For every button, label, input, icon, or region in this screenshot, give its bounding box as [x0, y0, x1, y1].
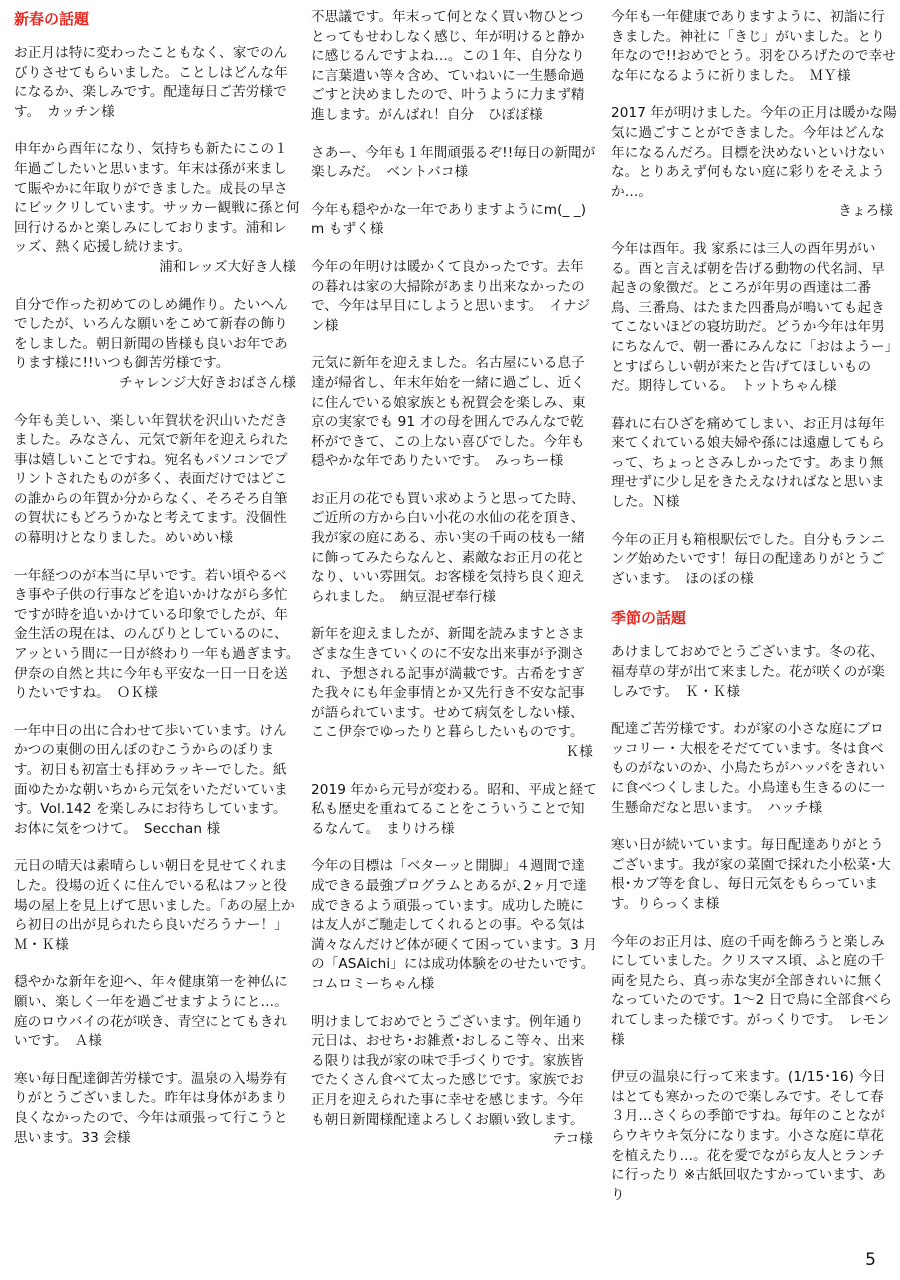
reader-post: [14, 857, 300, 955]
reader-post: [611, 531, 897, 590]
reader-post: [311, 490, 597, 608]
post-body: お正月は特に変わったこともなく、家でのんびりさせてもらいました。ことしはどんな年になるか、楽しみです。配達毎日ご苦労様です。 カッチン様: [14, 45, 288, 120]
post-body: お正月の花でも買い求めようと思ってた時、ご近所の方から白い小花の水仙の花を頂き、我が家の庭にある、赤い実の千両の枝も一緒に飾ってみたらなんと、素敵なお正月の花となり、いい雰囲気。お客様を気持ち良く迎えられました。 納豆混ぜ奉行様: [311, 490, 585, 605]
post-body: 不思議です。年末って何となく買い物ひとつとってもせわしなく感じ、年が明けると静かに感じるんですよね…。この１年、自分なりに言葉遣い等々含め、ていねいに一生懸命過ごすと決めましたので、叶うように力まず精進します。がんばれ！自分 ひぽぽ様: [311, 9, 585, 123]
post-body: 暮れに右ひざを痛めてしまい、お正月は毎年来てくれている娘夫婦や孫には遠慮してもらって、ちょっとさみしかったです。あまり無理せずに少し足をきたえなければなと思いました。Ｎ様: [611, 415, 885, 511]
column-right: [611, 8, 897, 1223]
post-signature: Ｋ様: [565, 744, 593, 760]
post-body: 自分で作った初めてのしめ縄作り。たいへんでしたが、いろんな願いをこめて新春の飾りをしました。朝日新聞の皆様も良いお年であります様に!!いつも御苦労様です。: [14, 296, 288, 372]
reader-post: [611, 643, 897, 702]
post-signature: きょろ様: [838, 203, 893, 220]
reader-post: [311, 1013, 597, 1150]
reader-post: [311, 625, 597, 762]
post-signature: チャレンジ大好きおばさん様: [119, 374, 296, 391]
reader-post: [611, 240, 897, 397]
reader-post: [611, 933, 897, 1051]
post-body: 2017 年が明けました。今年の正月は暖かな陽気に過ごすことができました。今年はどんな年になるんだろ。目標を決めないといけないな。とりあえず何もない庭に彩りをそえようか…。: [611, 105, 897, 200]
post-body: さあー、今年も１年間頑張るぞ!!毎日の新聞が楽しみだ。 ベントバコ様: [311, 144, 596, 181]
reader-post: [14, 296, 300, 394]
reader-post: [311, 144, 597, 183]
post-body: 今年も穏やかな一年でありますようにm(_ _)m もずく様: [311, 201, 587, 238]
reader-post: [14, 973, 300, 1051]
reader-post: [14, 412, 300, 549]
post-body: 今年の目標は「ベターッと開脚」４週間で達成できる最強プログラムとあるが､2ヶ月で達成できるよう頑張っています。成功した暁には友人がご馳走してくれるとの事。やる気は満々なんだけど体が硬くて困っています。3 月の「ASAichi」には成功体験をのせたいです。 コムロミーちゃん様: [311, 858, 602, 992]
post-body: 明けましておめでとうございます。例年通り元日は、おせち･お雑煮･おしるこ等々、出来る限りは我が家の味で手づくりです。家族皆でたくさん食べて太った感じです。家族でお正月を迎えられた事に幸せを感じます。今年も朝日新聞様配達よろしくお願い致します。: [311, 1013, 585, 1128]
reader-post: [311, 857, 602, 994]
reader-post: [311, 354, 597, 472]
post-body: 伊豆の温泉に行って来ます。(1/15･16) 今日はとても寒かったので楽しみです。そして春３月…さくらの季節ですね。毎年のことながらウキウキ気分になります。小さな庭に草花を植えたり…。花を愛でながら友人とランチに行ったり ※古紙回収たすかっています、あり: [611, 1069, 887, 1203]
post-signature: テコ様: [552, 1131, 593, 1148]
section-heading-new-year: 新春の話題: [14, 10, 90, 28]
post-body: 寒い毎日配達御苦労様です。温泉の入場券有りがとうございました。昨年は身体があまり良くなかったので、今年は頑張って行こうと思います。33 会様: [14, 1070, 288, 1146]
post-body: あけましておめでとうございます。冬の花、福寿草の芽が出て来ました。花が咲くのが楽しみです。 Ｋ・Ｋ様: [611, 644, 885, 700]
post-body: 今年は酉年。我 家系には三人の酉年男がいる。酉と言えば朝を告げる動物の代名詞、早起きの象徴だ。ところが年男の酉達は二番鳥、三番鳥、はたまた四番鳥が鳴いても起きてこないほどの寝坊助だ。どうか今年は年男にちなんで、朝一番にみんなに「おはようー」とすばらしい朝が来たと告げてほしいものだ。期待している。 トットちゃん様: [611, 240, 892, 395]
post-body: 新年を迎えましたが、新聞を読みますとさまざまな生きていくのに不安な出来事が予測され、予想される記事が満載です。古希をすぎた我々にも年金事情とか又先行き不安な記事が語られています。せめて病気をしない様、ここ伊奈でゆったりと暮らしたいものです。: [311, 626, 585, 741]
post-body: 元気に新年を迎えました。名古屋にいる息子達が帰省し、年末年始を一緒に過ごし、近くに住んでいる娘家族とも祝賀会を楽しみ、東京の実家でも 91 才の母を囲んでみんなで乾杯ができて、この上ない喜びでした。今年も穏やかな年でありたいです。 みっちー様: [311, 355, 586, 470]
post-body: 2019 年から元号が変わる。昭和、平成と経て私も歴史を重ねてることをこういうことで知るなんて。 まりけろ様: [311, 781, 597, 837]
post-body: 申年から酉年になり、気持ちも新たにこの１年過ごしたいと思います。年末は孫が来まして賑やかに年取りができました。成長の早さにビックリしています。サッカー観戦に孫と何回行けるかと楽しみにしております。浦和レッズ、熱く応援し続けます。: [14, 141, 300, 256]
post-body: 今年も一年健康でありますように、初詣に行きました。神社に「きじ」がいました。とり年なので!!おめでとう。羽をひろげたので幸せな年になるように祈りました。 ＭＹ様: [611, 9, 896, 84]
reader-post: [14, 567, 300, 704]
post-signature: 浦和レッズ大好き人様: [159, 258, 296, 275]
reader-post: [611, 104, 897, 222]
post-body: 穏やかな新年を迎へ、年々健康第一を神仏に願い、楽しく一年を過ごせますようにと…。庭のロウバイの花が咲き、青空にとてもきれいです。 Ａ様: [14, 974, 288, 1050]
reader-post: [311, 258, 597, 336]
post-body: 一年中日の出に合わせて歩いています。けんかつの東側の田んぼのむこうからのぼります。初日も初富士も拝めラッキーでした。紙面ゆたかな朝いちから元気をいただいています。Vol.142 を楽しみにお待ちしています。お体に気をつけて。 Secchan 様: [14, 722, 288, 837]
post-body: 寒い日が続いています。毎日配達ありがとうございます。我が家の菜園で採れた小松菜･大根･カブ等を食し、毎日元気をもらっています。りらっくま様: [611, 837, 891, 912]
column-left: [14, 8, 300, 1166]
post-body: 元日の晴天は素晴らしい朝日を見せてくれました。役場の近くに住んでいる私はフッと役場の屋上を見上げて思いました。「あの屋上から初日の出が見られたら良いだろうナー！」Ｍ・Ｋ様: [14, 858, 295, 953]
reader-post: [611, 8, 897, 86]
reader-post: [311, 201, 597, 240]
reader-post: [311, 781, 597, 840]
reader-post: [14, 140, 300, 277]
reader-post: [14, 722, 300, 840]
post-body: 今年の年明けは暖かくて良かったです。去年の暮れは家の大掃除があまり出来なかったので、今年は早目にしようと思います。 イナジン様: [311, 258, 591, 334]
post-body: 一年経つのが本当に早いです。若い頃やるべき事や子供の行事などを追いかけながら多忙ですが時を追いかけている印象でしたが、年金生活の現在は、のんびりとしているのに、アッという間に一日が終わり一年も過ぎます。伊奈の自然と共に今年も平安な一日一日を送りたいですね。 ＯＫ様: [14, 567, 300, 702]
reader-post: [311, 8, 597, 126]
reader-post: [611, 1068, 897, 1205]
post-body: 今年の正月も箱根駅伝でした。自分もランニング始めたいです！毎日の配達ありがとうございます。 ほのぼの様: [611, 531, 885, 587]
page-number: 5: [865, 1250, 876, 1270]
reader-post: [611, 836, 897, 914]
post-body: 配達ご苦労様です。わが家の小さな庭にブロッコリー・大根をそだてています。冬は食べものがないのか、小鳥たちがハッパをきれいに食べつくしました。小鳥達も生きるのに一生懸命だなと思います。 ハッチ様: [611, 721, 885, 816]
column-middle: [311, 8, 602, 1168]
reader-post: [611, 720, 897, 818]
reader-post: [611, 415, 897, 513]
reader-post: [14, 44, 300, 122]
reader-post: [14, 1070, 300, 1148]
post-body: 今年も美しい、楽しい年賀状を沢山いただきました。みなさん、元気で新年を迎えられた事は嬉しいことですね。宛名もパソコンでプリントされたものが多く、表面だけではどこの誰からの年賀か分からなく、そろそろ自筆の賀状にもどろうかなと考えてます。没個性の幕明けとなりました。めいめい様: [14, 412, 289, 547]
section-heading-season: 季節の話題: [611, 609, 687, 628]
post-body: 今年のお正月は、庭の千両を飾ろうと楽しみにしていました。クリスマス頃、ふと庭の千両を見たら、真っ赤な実が全部きれいに無くなっていたのです。1～2 日で鳥に全部食べられてしまった様です。がっくりです。 レモン様: [611, 933, 893, 1048]
